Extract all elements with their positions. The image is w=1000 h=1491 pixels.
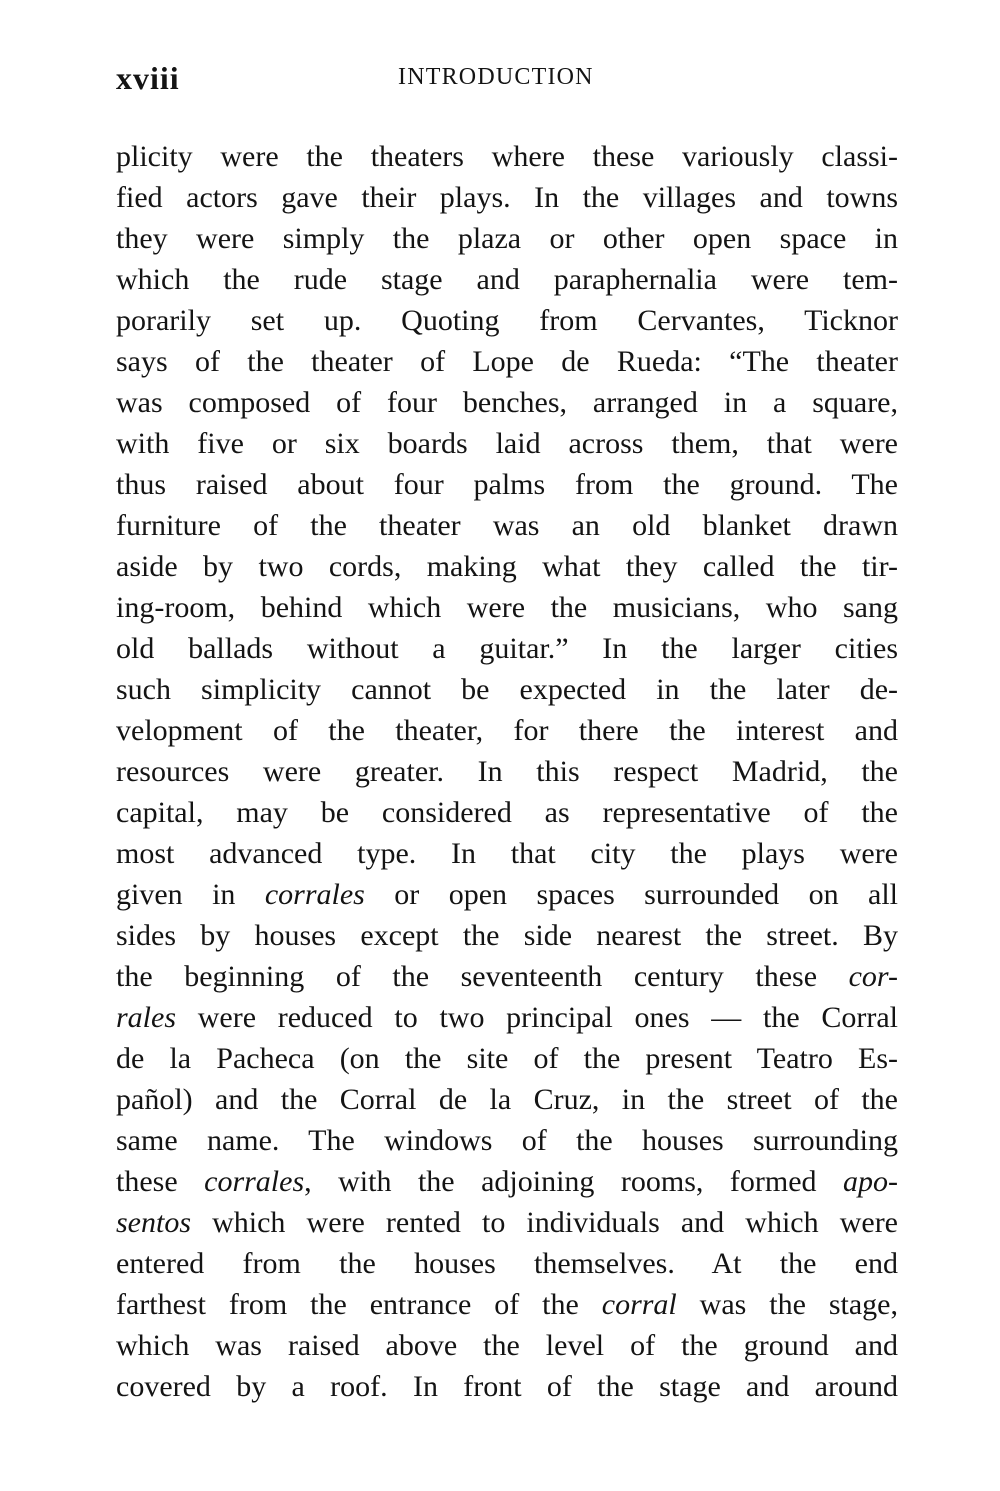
text-line: says of the theater of Lope de Rueda: “The theater — [116, 345, 898, 378]
italic-term: rales — [116, 1001, 176, 1034]
italic-term: corrales — [264, 878, 365, 911]
text-line: entered from the houses themselves. At the end — [116, 1247, 898, 1280]
body-text — [116, 136, 898, 1407]
text-line: which the rude stage and paraphernalia were tem- — [116, 263, 898, 296]
text-line: farthest from the entrance of the corral was the stage, — [116, 1288, 898, 1321]
text-line: resources were greater. In this respect Madrid, the — [116, 755, 898, 788]
text-line: sentos which were rented to individuals and which were — [116, 1206, 898, 1239]
text-line: the beginning of the seventeenth century these cor- — [116, 960, 898, 993]
text-line: old ballads without a guitar.” In the larger cities — [116, 632, 898, 665]
text-line: velopment of the theater, for there the interest and — [116, 714, 898, 747]
text-line: most advanced type. In that city the plays were — [116, 837, 898, 870]
italic-term: apo- — [843, 1165, 899, 1198]
text-line: was composed of four benches, arranged in a square, — [116, 386, 898, 419]
page-header — [116, 60, 898, 100]
text-line: fied actors gave their plays. In the villages and towns — [116, 181, 898, 214]
text-line: capital, may be considered as representative of the — [116, 796, 898, 829]
text-line: which was raised above the level of the ground and — [116, 1329, 898, 1362]
text-line: with five or six boards laid across them, that were — [116, 427, 898, 460]
text-line: pañol) and the Corral de la Cruz, in the street of the — [116, 1083, 898, 1116]
italic-term: cor- — [848, 960, 898, 993]
text-line: aside by two cords, making what they called the tir- — [116, 550, 898, 583]
text-line: ing-room, behind which were the musicians, who sang — [116, 591, 898, 624]
text-line: they were simply the plaza or other open space in — [116, 222, 898, 255]
italic-term: corral — [601, 1288, 677, 1321]
text-line: thus raised about four palms from the ground. The — [116, 468, 898, 501]
text-line: given in corrales or open spaces surrounded on all — [116, 878, 898, 911]
italic-term: sentos — [116, 1206, 191, 1239]
text-line: rales were reduced to two principal ones — the Corral — [116, 1001, 898, 1034]
italic-term: corrales — [204, 1165, 305, 1198]
page-number: xviii — [116, 60, 180, 96]
text-line: porarily set up. Quoting from Cervantes, Ticknor — [116, 304, 898, 337]
running-head: INTRODUCTION — [398, 64, 594, 90]
text-line: plicity were the theaters where these variously classi- — [116, 140, 898, 173]
text-line: sides by houses except the side nearest the street. By — [116, 919, 898, 952]
text-line: these corrales, with the adjoining rooms, formed apo- — [116, 1165, 899, 1198]
text-line: same name. The windows of the houses surrounding — [116, 1124, 898, 1157]
text-line: furniture of the theater was an old blanket drawn — [116, 509, 898, 542]
text-line: such simplicity cannot be expected in the later de- — [116, 673, 898, 706]
text-line: covered by a roof. In front of the stage and around — [116, 1370, 898, 1403]
text-line: de la Pacheca (on the site of the present Teatro Es- — [116, 1042, 898, 1075]
